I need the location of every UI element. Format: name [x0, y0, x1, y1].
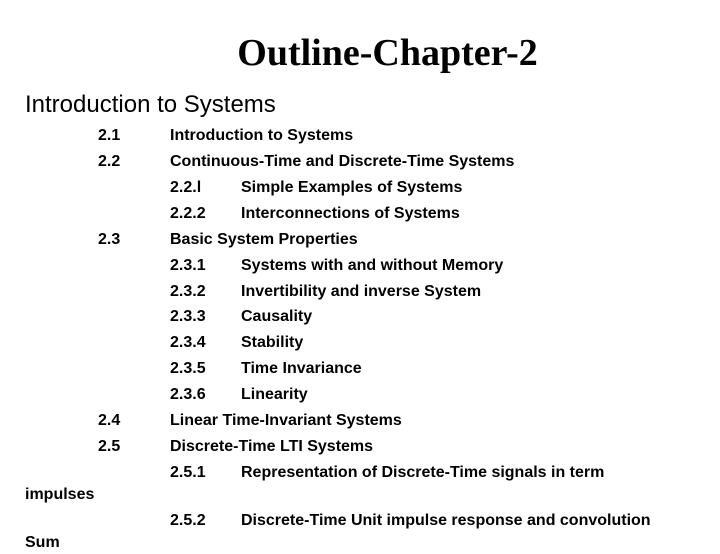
slide-subtitle: Introduction to Systems — [25, 91, 276, 118]
toc-section-2-5 — [0, 438, 720, 458]
subsection-title: Discrete-Time Unit impulse response and convolution — [241, 512, 651, 529]
section-title: Linear Time-Invariant Systems — [170, 412, 402, 429]
toc-subsection-2-5-2 — [0, 512, 720, 532]
subsection-number: 2.3.4 — [170, 334, 206, 351]
toc-cut-off-line — [0, 534, 720, 554]
subsection-title: Stability — [241, 334, 304, 351]
toc-subsection-2-2-1 — [0, 179, 720, 199]
wrapped-continuation-text: impulses — [25, 486, 95, 503]
toc-subsection-2-5-1 — [0, 464, 720, 484]
toc-subsection-2-2-2 — [0, 205, 720, 225]
toc-subsection-2-3-6 — [0, 386, 720, 406]
subsection-number: 2.3.1 — [170, 257, 206, 274]
section-number: 2.3 — [98, 231, 121, 248]
toc-subsection-2-3-4 — [0, 334, 720, 354]
subsection-title: Causality — [241, 308, 313, 325]
toc-subsection-2-3-3 — [0, 308, 720, 328]
toc-subsection-2-3-2 — [0, 283, 720, 303]
subsection-number: 2.3.2 — [170, 283, 206, 300]
toc-subsection-2-3-1 — [0, 257, 720, 277]
subsection-number: 2.3.6 — [170, 386, 206, 403]
section-title: Basic System Properties — [170, 231, 358, 248]
cut-off-text: Sum — [25, 534, 60, 551]
section-number: 2.2 — [98, 153, 121, 170]
section-number: 2.4 — [98, 412, 121, 429]
subsection-title: Invertibility and inverse System — [241, 283, 482, 300]
subsection-number: 2.5.2 — [170, 512, 206, 529]
toc-subsection-2-5-1-continuation — [0, 486, 720, 506]
subsection-title: Representation of Discrete-Time signals in term — [241, 464, 605, 481]
section-title: Discrete-Time LTI Systems — [170, 438, 374, 455]
subsection-number: 2.3.5 — [170, 360, 206, 377]
subsection-number: 2.2.l — [170, 179, 202, 196]
section-number: 2.5 — [98, 438, 121, 455]
toc-section-2-4 — [0, 412, 720, 432]
section-title: Continuous-Time and Discrete-Time Systems — [170, 153, 515, 170]
toc-section-2-3 — [0, 231, 720, 251]
subsection-title: Systems with and without Memory — [241, 257, 504, 274]
subsection-number: 2.2.2 — [170, 205, 206, 222]
toc-subsection-2-3-5 — [0, 360, 720, 380]
toc-section-2-1 — [0, 127, 720, 147]
toc-section-2-2 — [0, 153, 720, 173]
subsection-title: Simple Examples of Systems — [241, 179, 463, 196]
subsection-title: Time Invariance — [241, 360, 362, 377]
slide-title: Outline-Chapter-2 — [237, 32, 538, 74]
subsection-number: 2.5.1 — [170, 464, 206, 481]
section-title: Introduction to Systems — [170, 127, 354, 144]
subsection-title: Interconnections of Systems — [241, 205, 460, 222]
subsection-title: Linearity — [241, 386, 308, 403]
section-number: 2.1 — [98, 127, 121, 144]
subsection-number: 2.3.3 — [170, 308, 206, 325]
